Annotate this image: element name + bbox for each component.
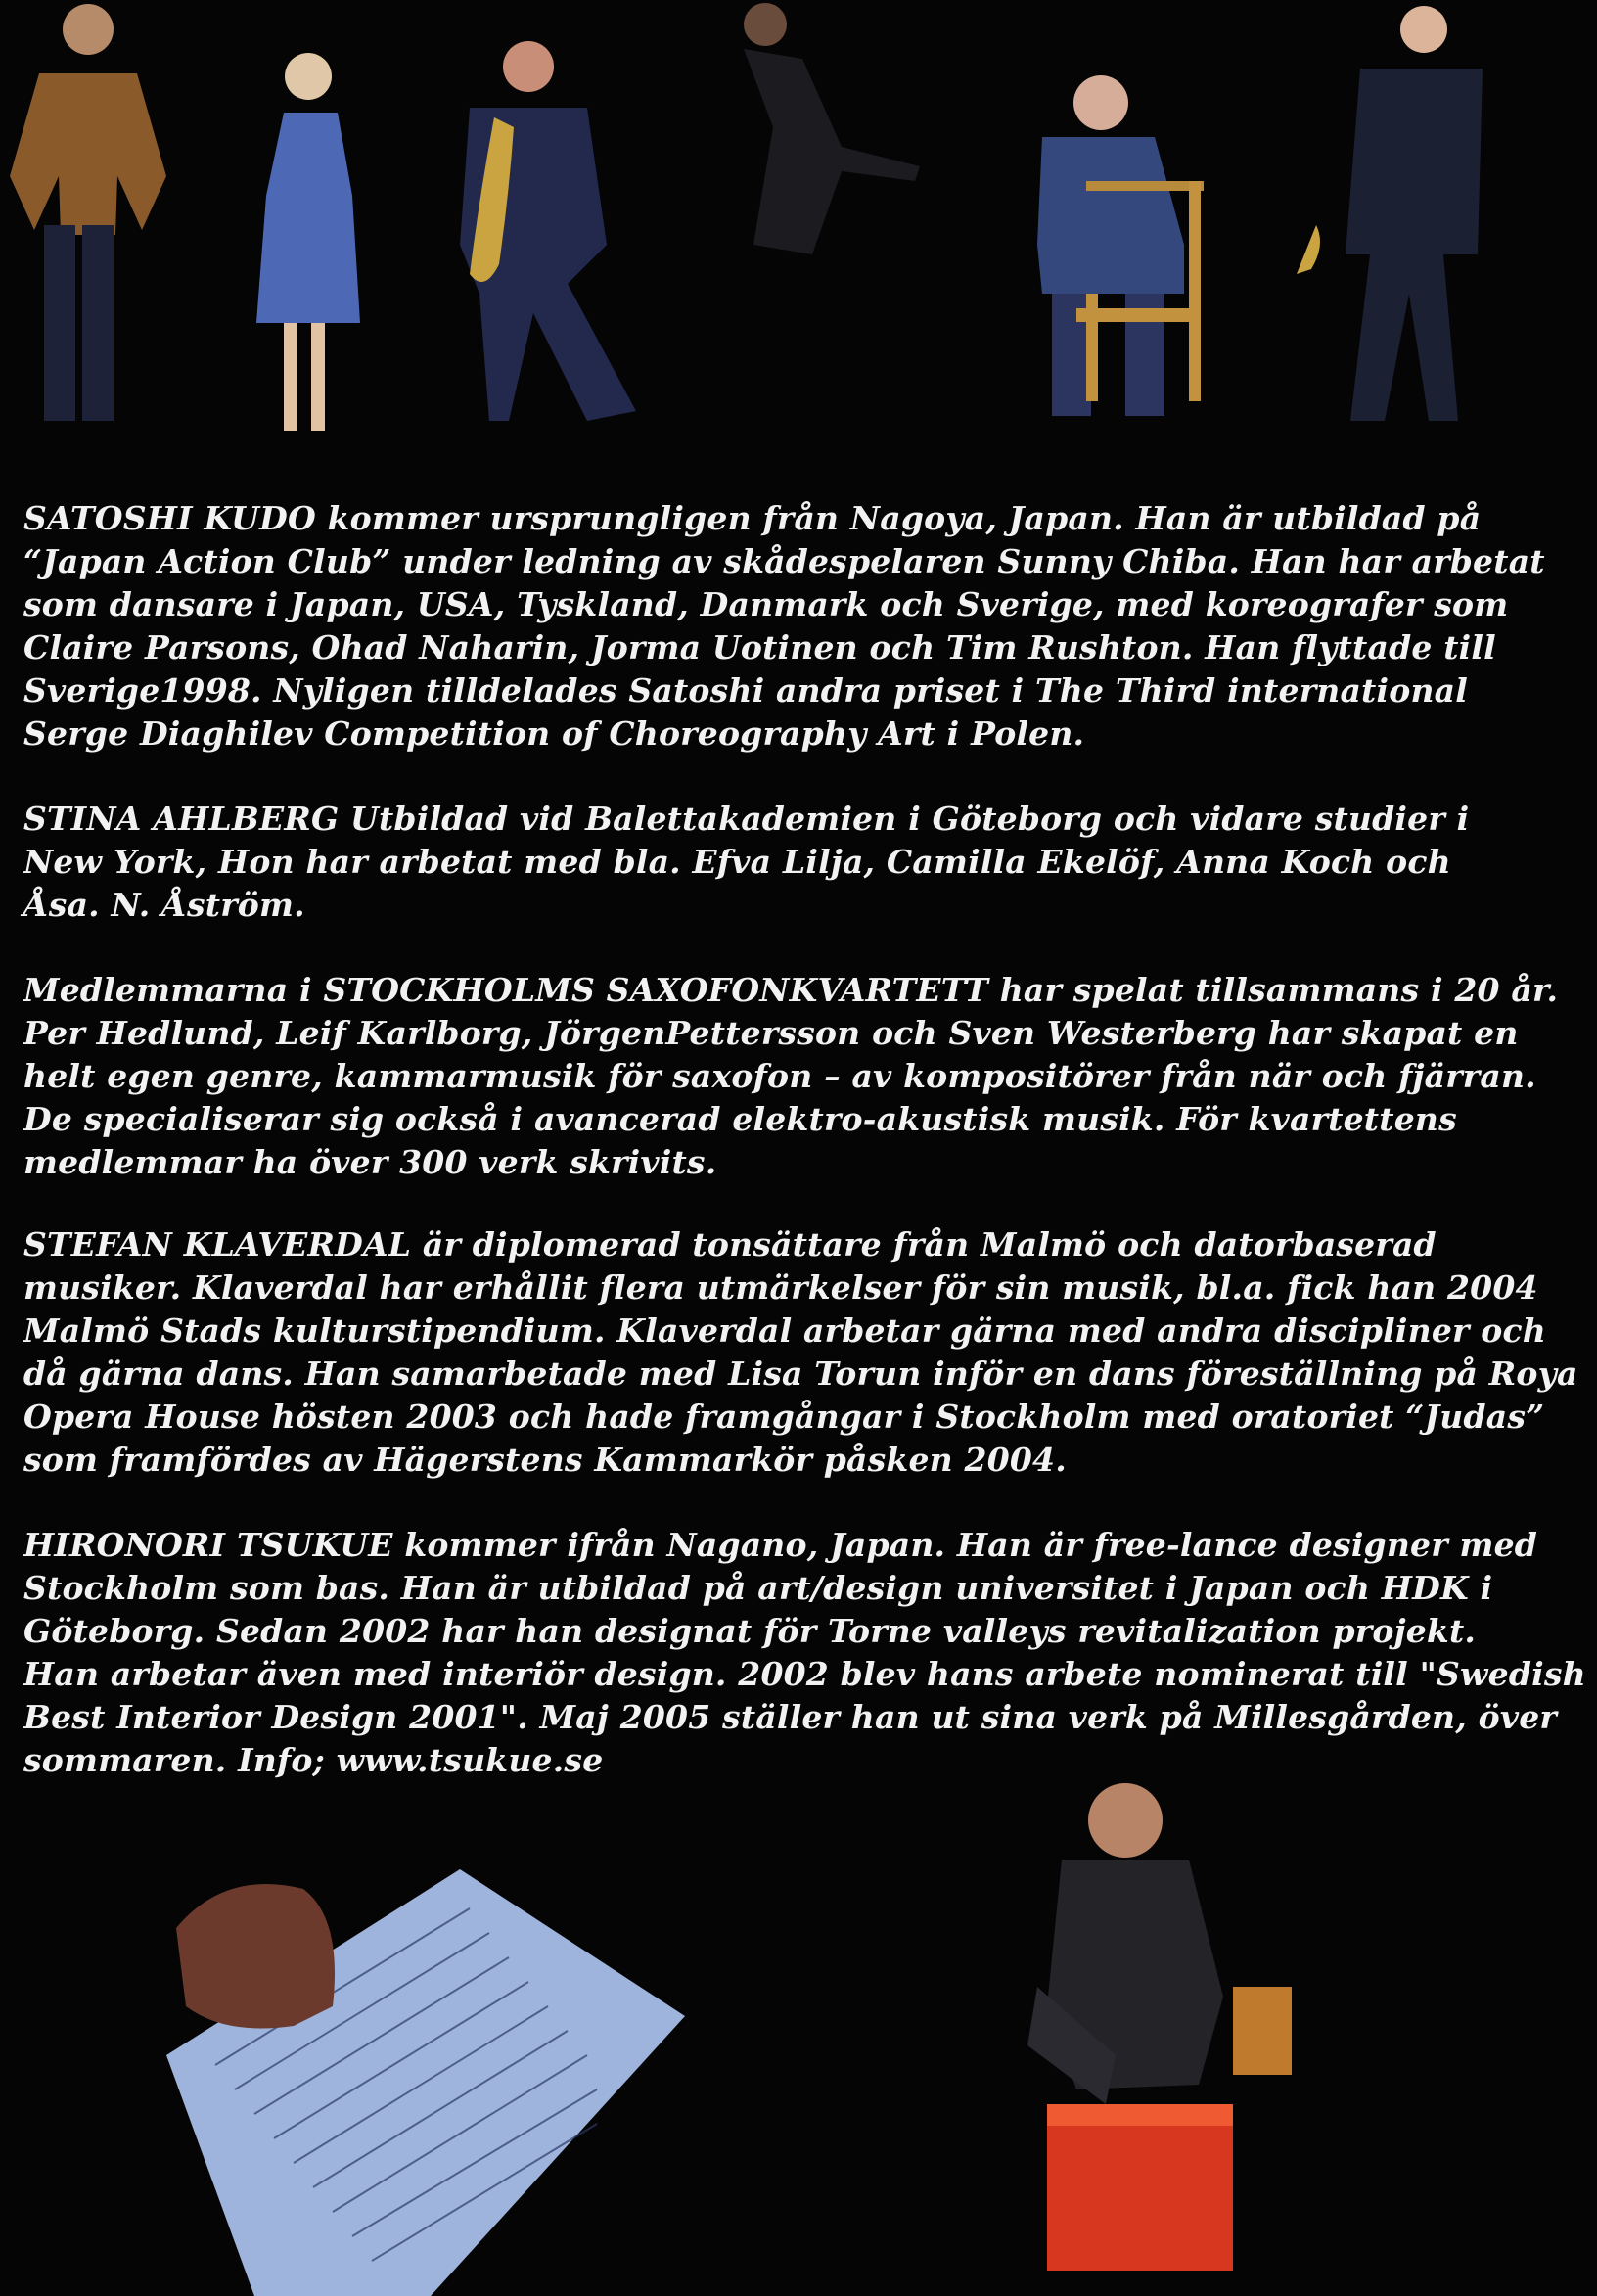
sheet-music-photo [137, 1811, 685, 2296]
performer-ahlberg-figure [256, 53, 360, 431]
bio-stefan-klaverdal: STEFAN KLAVERDAL är diplomerad tonsättare från Malmö och datorbaserad musiker. Klaverdal har erhållit flera utmärkelser för sin musik, bl.a. fick han 2004 Malmö Stads kulturstipendium. Klaverdal arbetar gärna med andra discipliner och då gärna dans. Han samarbetade med Lisa Torun inför en dans föreställning på Roya Opera House hösten 2003 och hade framgångar i Stockholm med oratoriet “Judas” som framfördes av Hägerstens Kammarkör påsken 2004. [23, 1225, 1578, 1479]
bio-hironori-tsukue: HIRONORI TSUKUE kommer ifrån Nagano, Japan. Han är free-lance designer med Stockholm som bas. Han är utbildad på art/design universitet i Japan och HDK i Göteborg. Sedan 2002 har han designat för Torne valleys revitalization projekt. Han arbetar även med interiör design. 2002 blev hans arbete nominerat till "Swedish Best Interior Design 2001". Maj 2005 ställer han ut sina verk på Millesgården, över sommaren. Info; www.tsukue.se [23, 1526, 1586, 1779]
performer-seated-figure [1037, 75, 1204, 416]
performer-kudo-figure [10, 4, 166, 421]
performers-photo-strip [0, 0, 1597, 460]
performer-jumping-figure [744, 3, 920, 254]
performer-saxophonist-figure [460, 41, 636, 421]
performer-leather-jacket-figure [1297, 6, 1483, 421]
bio-stockholms-saxofonkvartett: Medlemmarna i STOCKHOLMS SAXOFONKVARTETT har spelat tillsammans i 20 år. Per Hedlund, Leif Karlborg, JörgenPettersson och Sven Westerberg har skapat en helt egen genre, kammarmusik för saxofon – av kompositörer från när och fjärran. De specialiserar sig också i avancerad elektro-akustisk musik. För kvartettens medlemmar ha över 300 verk skrivits. [23, 971, 1559, 1181]
bio-satoshi-kudo: SATOSHI KUDO kommer ursprungligen från Nagoya, Japan. Han är utbildad på “Japan Action Club” under ledning av skådespelaren Sunny Chiba. Han har arbetat som dansare i Japan, USA, Tyskland, Danmark och Sverige, med koreografer som Claire Parsons, Ohad Naharin, Jorma Uotinen och Tim Rushton. Han flyttade till Sverige1998. Nyligen tilldelades Satoshi andra priset i The Third international Serge Diaghilev Competition of Choreography Art i Polen. [23, 499, 1545, 753]
bio-stina-ahlberg: STINA AHLBERG Utbildad vid Balettakademien i Göteborg och vidare studier i New York, Hon har arbetat med bla. Efva Lilja, Camilla Ekelöf, Anna Koch och Åsa. N. Åström. [23, 800, 1470, 924]
crouching-dancer-photo [969, 1762, 1380, 2296]
